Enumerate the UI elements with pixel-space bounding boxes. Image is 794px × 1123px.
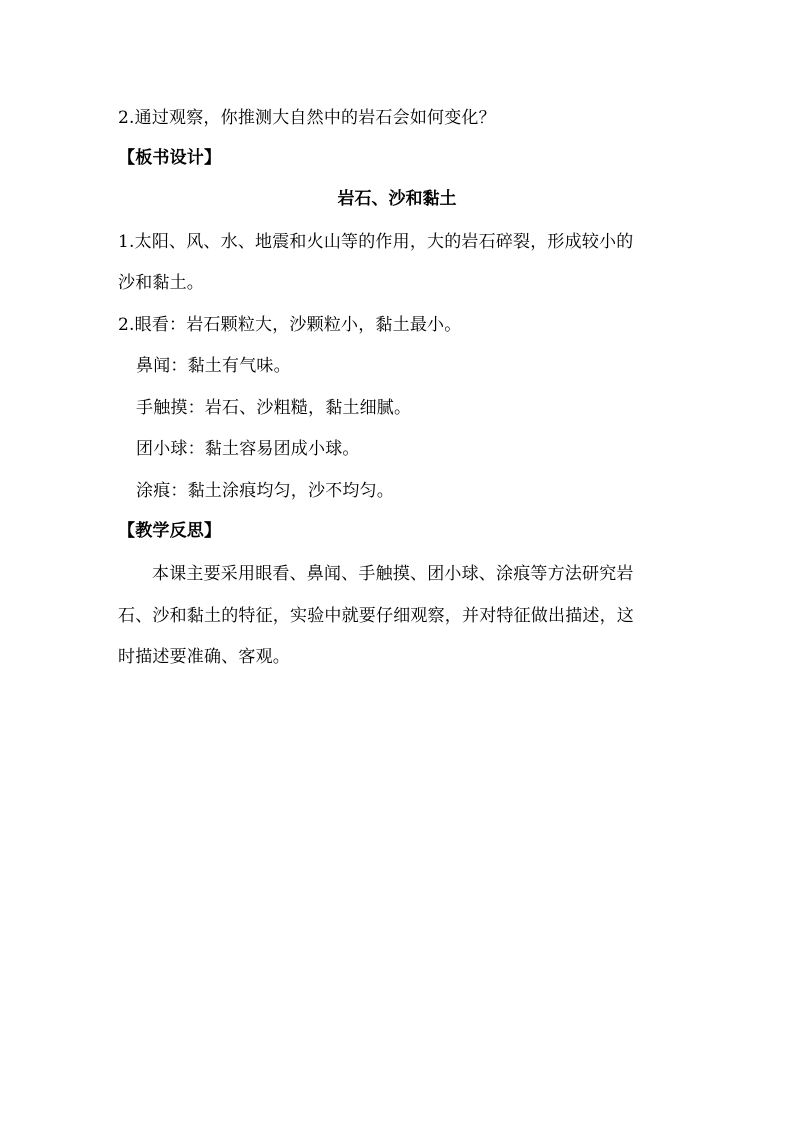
board-ball: 团小球：黏土容易团成小球。: [136, 439, 360, 459]
reflection-line-3: 时描述要准确、客观。: [118, 647, 290, 667]
board-design-heading: 【板书设计】: [118, 148, 222, 168]
reflection-line-1: 本课主要采用眼看、鼻闻、手触摸、团小球、涂痕等方法研究岩: [152, 564, 634, 584]
reflection-line-2: 石、沙和黏土的特征，实验中就要仔细观察，并对特征做出描述，这: [118, 606, 634, 626]
board-smell: 鼻闻：黏土有气味。: [136, 356, 291, 376]
board-smear: 涂痕：黏土涂痕均匀，沙不均匀。: [136, 481, 394, 501]
board-touch: 手触摸：岩石、沙粗糙，黏土细腻。: [136, 398, 412, 418]
board-item-1-line-2: 沙和黏土。: [118, 273, 204, 293]
reflection-heading: 【教学反思】: [118, 521, 222, 541]
board-item-1-line-1: 1.太阳、风、水、地震和火山等的作用，大的岩石碎裂，形成较小的: [118, 232, 634, 252]
board-item-2: 2.眼看：岩石颗粒大，沙颗粒小，黏土最小。: [118, 315, 462, 335]
board-title: 岩石、沙和黏土: [337, 189, 457, 209]
question-2: 2.通过观察，你推测大自然中的岩石会如何变化？: [118, 108, 496, 128]
